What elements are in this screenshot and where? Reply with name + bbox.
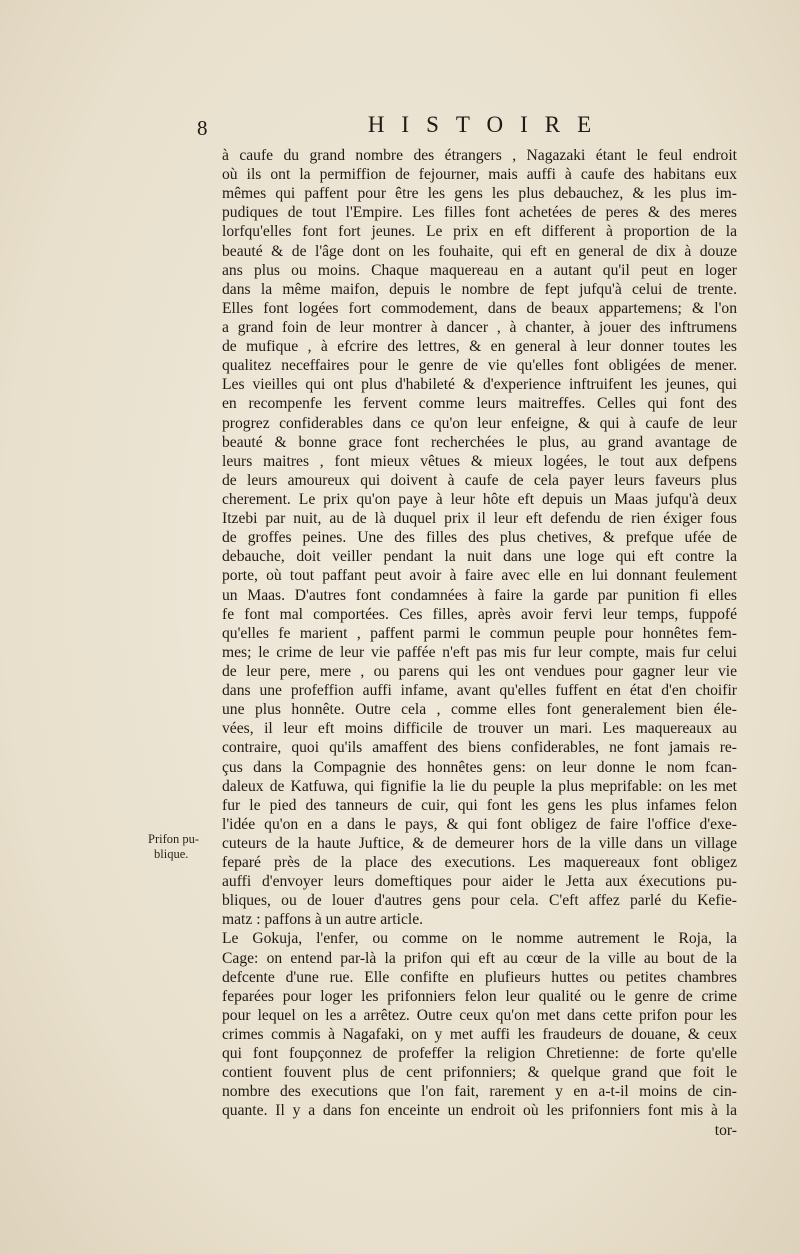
text-line: mes; le crime de leur vie paffée n'eft pas mis fur leur compte, mais fur celui [222, 643, 737, 661]
text-line: auffi d'envoyer leurs domeftiques pour aider le Jetta aux éxecutions pu- [222, 873, 737, 891]
text-line: pudiques de tout l'Empire. Les filles font achetées de peres & des meres [222, 204, 737, 222]
body-text [222, 146, 737, 1140]
text-line: daleux de Katfuwa, qui fignifie la lie du peuple la plus meprifable: on les met [222, 777, 737, 795]
text-line: debauche, doit veiller pendant la nuit dans une loge qui eft contre la [222, 548, 737, 566]
text-line: Itzebi par nuit, au de là duquel prix il leur eft defendu de rien éxiger fous [222, 510, 737, 528]
text-line: à caufe du grand nombre des étrangers , Nagazaki étant le feul endroit [222, 147, 737, 164]
text-line: de leurs amoureux qui doivent à caufe de cela payer leurs faveurs plus [222, 471, 737, 489]
text-line: fur le pied des tanneurs de cuir, qui font les gens les plus infames felon [222, 796, 737, 814]
text-line: leurs maitres , font mieux vêtues & mieux logées, le tout aux defpens [222, 452, 737, 470]
text-line: matz : paffons à un autre article. [222, 911, 424, 929]
margin-note-line: Prifon pu- [148, 832, 200, 846]
text-line: qui font foupçonnez de profeffer la religion Chretienne: de forte qu'elle [222, 1045, 737, 1063]
text-line: feparées pour loger les prifonniers felon leur qualité ou le genre de crime [222, 987, 737, 1005]
text-line: dans une profeffion auffi infame, avant qu'elles fuffent en état d'en choifir [222, 682, 737, 700]
text-line: cherement. Le prix qu'on paye à leur hôte eft depuis un Maas jufqu'à deux [222, 490, 737, 508]
text-line: qualitez neceffaires pour le genre de vie qu'elles font obligées de mener. [222, 357, 737, 375]
text-line: Les vieilles qui ont plus d'habileté & d'experience inftruifent les jeunes, qui [222, 376, 737, 394]
text-line: fe font mal comportées. Ces filles, après avoir fervi leur temps, fuppofé [222, 605, 737, 623]
page-header [197, 112, 737, 142]
text-line: l'idée qu'on en a dans le pays, & qui font obligez de faire l'office d'exe- [222, 815, 737, 833]
text-line: bliques, ou de louer d'autres gens pour cela. C'eft affez parlé du Kefie- [222, 892, 737, 910]
text-line: cuteurs de la haute Juftice, & de demeurer hors de la ville dans un village [222, 834, 737, 852]
text-line: porte, où tout paffant peut avoir à faire avec elle en lui donnant feulement [222, 567, 737, 585]
text-line: Cage: on entend par-là la prifon qui eft au cœur de la ville au bout de la [222, 949, 737, 967]
text-line: dans la même maifon, depuis le nombre de fept jufqu'à celui de trente. [222, 280, 737, 298]
text-line: Elles font logées fort commodement, dans de beaux appartemens; & l'on [222, 299, 737, 317]
text-line: mêmes qui paffent pour être les gens les plus debauchez, & les plus im- [222, 185, 737, 203]
running-title: HISTOIRE [367, 112, 609, 137]
text-line: en recompenfe les fervent comme leurs maitreffes. Celles qui font des [222, 395, 737, 413]
text-line: lorfqu'elles font fort jeunes. Le prix en eft different à proportion de la [222, 223, 737, 241]
text-line: defcente d'une rue. Elle confifte en plufieurs huttes ou petites chambres [222, 968, 737, 986]
text-line: un Maas. D'autres font condamnées à faire la garde par punition fi elles [222, 586, 737, 604]
text-line: pour lequel on les a arrêtez. Outre ceux qu'on met dans cette prifon pour les [222, 1006, 737, 1024]
text-line: nombre des executions que l'on fait, rarement y en a-t-il moins de cin- [222, 1083, 737, 1101]
text-line: contient fouvent plus de cent prifonniers; & quelque grand que foit le [222, 1064, 737, 1082]
text-line: Le Gokuja, l'enfer, ou comme on le nomme autrement le Roja, la [222, 930, 737, 948]
text-line: où ils ont la permiffion de fejourner, mais auffi à caufe des habitans eux [222, 166, 737, 184]
text-line: crimes commis à Nagafaki, on y met auffi les fraudeurs de douane, & ceux [222, 1026, 737, 1044]
text-line: contraire, quoi qu'ils amaffent des biens confiderables, ne font jamais re- [222, 739, 737, 757]
text-line: de leur pere, mere , ou parens qui les ont vendues pour gagner leur vie [222, 662, 737, 680]
text-line: tor- [714, 1121, 737, 1139]
text-line: une plus honnête. Outre cela , comme elles font generalement bien éle- [222, 701, 737, 719]
text-line: a grand foin de leur montrer à dancer , à chanter, à jouer des inftrumens [222, 318, 737, 336]
text-line: de groffes peines. Une des filles des plus chetives, & prefque ufée de [222, 529, 737, 547]
text-line: quante. Il y a dans fon enceinte un endroit où les prifonniers font mis à la [222, 1102, 737, 1120]
page-number: 8 [197, 116, 208, 140]
text-line: ans plus ou moins. Chaque maquereau en a autant qu'il peut en loger [222, 261, 737, 279]
text-line: feparé près de la place des executions. Les maquereaux font obligez [222, 854, 737, 872]
text-line: progrez confiderables dans ce qu'on leur enfeigne, & qui à caufe de leur [222, 414, 737, 432]
margin-note [148, 832, 218, 862]
text-line: beauté & de l'âge dont on les fouhaite, qui eft en general de dix à douze [222, 242, 737, 260]
text-line: vées, il leur eft moins difficile de trouver un mari. Les maquereaux au [222, 720, 737, 738]
text-line: de mufique , à efcrire des lettres, & en general à leur donner toutes les [222, 338, 737, 356]
margin-note-line: blique. [154, 847, 189, 861]
text-line: çus dans la Compagnie des honnêtes gens: on leur donne le nom fcan- [222, 758, 737, 776]
text-line: qu'elles fe marient , paffent parmi le commun peuple pour honnêtes fem- [222, 624, 737, 642]
text-line: beauté & bonne grace font recherchées le plus, au grand avantage de [222, 433, 737, 451]
